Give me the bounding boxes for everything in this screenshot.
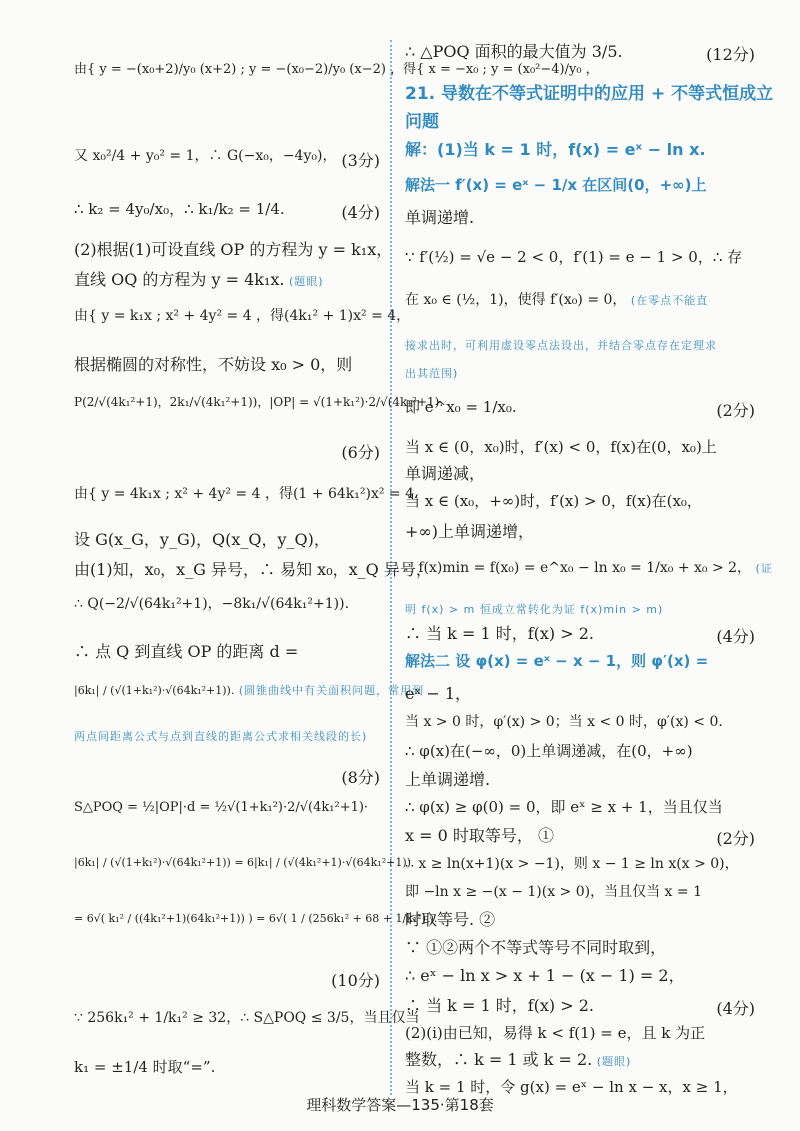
annotation-note: (圆锥曲线中有关面积问题，常用到 bbox=[234, 684, 425, 697]
left-line bbox=[74, 395, 443, 410]
right-line bbox=[405, 140, 706, 160]
score-mark: (3分) bbox=[341, 151, 380, 170]
right-line bbox=[405, 84, 773, 105]
line-text: ∴ △POQ 面积的最大值为 3/5. bbox=[405, 42, 623, 61]
left-line bbox=[74, 62, 599, 78]
right-line bbox=[405, 398, 517, 417]
line-text: ∵ ①②两个不等式等号不同时取到， bbox=[405, 938, 667, 957]
score-mark: (4分) bbox=[341, 203, 380, 222]
left-line bbox=[74, 148, 336, 166]
score-mark: (6分) bbox=[341, 443, 380, 462]
line-text: 由{ y = −(x₀+2)/y₀ (x+2) ; y = −(x₀−2)/y₀ (x−2) ，得{ x = −x₀ ; y = (x₀²−4)/y₀ ， bbox=[74, 62, 599, 77]
right-line bbox=[405, 684, 471, 704]
right-line bbox=[405, 292, 708, 310]
right-line bbox=[405, 966, 685, 986]
left-line bbox=[74, 800, 368, 816]
line-text: ∴ 当 k = 1 时，f(x) > 2. bbox=[405, 996, 594, 1015]
line-text: (2)(i)由已知，易得 k < f(1) = e，且 k 为正 bbox=[405, 1024, 706, 1042]
line-text: 单调递减， bbox=[405, 464, 486, 483]
left-line bbox=[74, 642, 298, 662]
right-line bbox=[405, 522, 534, 542]
line-text: 由{ y = 4k₁x ; x² + 4y² = 4 ，得(1 + 64k₁²)x² = 4. bbox=[74, 486, 419, 502]
left-line bbox=[74, 530, 330, 550]
line-text: 解法二 设 φ(x) = eˣ − x − 1，则 φ′(x) = bbox=[405, 652, 709, 670]
line-text: 当 x > 0 时，φ′(x) > 0；当 x < 0 时，φ′(x) < 0. bbox=[405, 714, 723, 730]
line-text: ∴ φ(x) ≥ φ(0) = 0，即 eˣ ≥ x + 1，当且仅当 bbox=[405, 798, 723, 816]
line-text: ∴ f(x)min = f(x₀) = e^x₀ − ln x₀ = 1/x₀ + x₀ > 2， bbox=[405, 560, 752, 576]
right-line bbox=[405, 624, 594, 644]
line-text: x = 0 时取等号， ① bbox=[405, 826, 554, 845]
right-line bbox=[405, 798, 723, 817]
right-line bbox=[405, 598, 663, 618]
score-mark: (2分) bbox=[716, 829, 755, 848]
right-line bbox=[405, 42, 623, 62]
right-line bbox=[405, 742, 693, 761]
left-line bbox=[74, 1058, 215, 1077]
left-line bbox=[74, 856, 411, 870]
line-text: 由{ y = k₁x ; x² + 4y² = 4 ，得(4k₁² + 1)x² = 4， bbox=[74, 308, 411, 324]
left-line bbox=[74, 200, 285, 219]
annotation-note: 两点间距离公式与点到直线的距离公式求相关线段的长) bbox=[74, 730, 368, 743]
right-line bbox=[405, 438, 717, 457]
line-text: ∴ 点 Q 到直线 OP 的距离 d = bbox=[74, 642, 299, 661]
left-line bbox=[74, 1010, 419, 1028]
page-footer: 理科数学答案—135·第18套 bbox=[306, 1096, 494, 1114]
left-line bbox=[74, 596, 349, 614]
left-line bbox=[74, 308, 410, 326]
line-text: 单调递增. bbox=[405, 208, 475, 227]
right-line bbox=[405, 248, 742, 267]
annotation-note: 接求出时，可利用虚设零点法设出，并结合零点存在定理求 bbox=[405, 339, 717, 352]
line-text: 根据椭圆的对称性，不妨设 x₀ > 0，则 bbox=[74, 355, 353, 374]
line-text: P(2/√(4k₁²+1)，2k₁/√(4k₁²+1))，|OP| = √(1+k₁²)·2/√(4k₁²+1). bbox=[74, 395, 444, 409]
annotation-note: 明 f(x) > m 恒成立常转化为证 f(x)min > m) bbox=[405, 603, 664, 616]
line-text: 解法一 f′(x) = eˣ − 1/x 在区间(0，+∞)上 bbox=[405, 176, 707, 194]
right-line bbox=[405, 938, 666, 958]
line-text: |6k₁| / (√(1+k₁²)·√(64k₁²+1)). bbox=[74, 684, 235, 697]
score-mark: (12分) bbox=[706, 45, 755, 64]
right-line bbox=[405, 112, 439, 133]
line-text: 即 −ln x ≥ −(x − 1)(x > 0)，当且仅当 x = 1 bbox=[405, 884, 702, 900]
right-line bbox=[405, 996, 594, 1016]
line-text: 当 x ∈ (0，x₀)时，f′(x) < 0，f(x)在(0，x₀)上 bbox=[405, 438, 717, 456]
right-line bbox=[405, 714, 723, 732]
score-mark: (10分) bbox=[331, 971, 380, 990]
line-text: 时取等号. ② bbox=[405, 910, 496, 929]
right-line bbox=[405, 464, 485, 484]
left-line bbox=[74, 355, 352, 375]
line-text: ∴ 当 k = 1 时，f(x) > 2. bbox=[405, 624, 594, 643]
line-text: 整数，∴ k = 1 或 k = 2. bbox=[405, 1050, 593, 1069]
line-text: 直线 OQ 的方程为 y = 4k₁x. bbox=[74, 270, 285, 289]
line-text: ∴ x ≥ ln(x+1)(x > −1)，则 x − 1 ≥ ln x(x > 0)， bbox=[405, 856, 739, 872]
right-line bbox=[405, 770, 490, 790]
annotation-note: (题眼) bbox=[592, 1055, 632, 1068]
line-text: 当 x ∈ (x₀，+∞)时，f′(x) > 0，f(x)在(x₀， bbox=[405, 492, 702, 510]
left-line bbox=[74, 730, 367, 744]
line-text: 由(1)知，x₀，x_G 异号，∴ 易知 x₀，x_Q 异号， bbox=[74, 560, 432, 579]
line-text: 在 x₀ ∈ (½，1)，使得 f′(x₀) = 0， bbox=[405, 292, 627, 308]
line-text: |6k₁| / (√(1+k₁²)·√(64k₁²+1)) = 6|k₁| / (√(4k₁²+1)·√(64k₁²+1)) bbox=[74, 856, 411, 869]
right-line bbox=[405, 652, 708, 671]
left-line bbox=[74, 240, 392, 260]
line-text: ∴ Q(−2/√(64k₁²+1)，−8k₁/√(64k₁²+1)). bbox=[74, 596, 350, 612]
line-text: ∴ k₂ = 4y₀/x₀，∴ k₁/k₂ = 1/4. bbox=[74, 200, 285, 218]
right-line bbox=[405, 334, 717, 354]
left-line bbox=[74, 486, 418, 504]
line-text: 21. 导数在不等式证明中的应用 + 不等式恒成立 bbox=[405, 84, 774, 104]
right-line bbox=[405, 910, 495, 930]
left-line bbox=[74, 270, 324, 290]
annotation-note: 出其范围) bbox=[405, 367, 459, 380]
line-text: ∴ φ(x)在(−∞，0)上单调递减，在(0，+∞) bbox=[405, 742, 693, 760]
line-text: 解：(1)当 k = 1 时，f(x) = eˣ − ln x. bbox=[405, 140, 706, 159]
line-text: 问题 bbox=[405, 112, 439, 132]
left-line bbox=[74, 912, 437, 926]
right-line bbox=[405, 176, 707, 195]
score-mark: (2分) bbox=[716, 401, 755, 420]
line-text: (2)根据(1)可设直线 OP 的方程为 y = k₁x， bbox=[74, 240, 393, 259]
right-line bbox=[405, 208, 474, 228]
right-line bbox=[405, 826, 554, 846]
line-text: 当 k = 1 时，令 g(x) = eˣ − ln x − x，x ≥ 1， bbox=[405, 1078, 738, 1096]
right-line bbox=[405, 492, 702, 511]
line-text: +∞)上单调递增， bbox=[405, 522, 534, 541]
line-text: 上单调递增. bbox=[405, 770, 491, 789]
right-line bbox=[405, 1024, 705, 1043]
right-line bbox=[405, 1050, 631, 1070]
left-line bbox=[74, 684, 424, 698]
line-text: 即 e^x₀ = 1/x₀. bbox=[405, 398, 517, 416]
line-text: S△POQ = ½|OP|·d = ½√(1+k₁²)·2/√(4k₁²+1)· bbox=[74, 800, 369, 815]
score-mark: (4分) bbox=[716, 999, 755, 1018]
right-line bbox=[405, 856, 739, 874]
line-text: ∵ f′(½) = √e − 2 < 0，f′(1) = e − 1 > 0，∴ 存 bbox=[405, 248, 743, 266]
line-text: 又 x₀²/4 + y₀² = 1，∴ G(−x₀，−4y₀)， bbox=[74, 148, 337, 164]
line-text: ∵ 256k₁² + 1/k₁² ≥ 32，∴ S△POQ ≤ 3/5，当且仅当 bbox=[74, 1010, 420, 1026]
line-text: ∴ eˣ − ln x > x + 1 − (x − 1) = 2， bbox=[405, 966, 685, 985]
score-mark: (8分) bbox=[341, 768, 380, 787]
annotation-note: (在零点不能直 bbox=[626, 294, 709, 307]
left-line bbox=[74, 560, 432, 580]
score-mark: (4分) bbox=[716, 627, 755, 646]
right-line bbox=[405, 884, 702, 902]
line-text: eˣ − 1， bbox=[405, 684, 472, 703]
right-line bbox=[405, 560, 773, 578]
annotation-note: (题眼) bbox=[284, 275, 324, 288]
line-text: 设 G(x_G，y_G)，Q(x_Q，y_Q)， bbox=[74, 530, 330, 549]
right-line bbox=[405, 362, 458, 382]
annotation-note: (证 bbox=[751, 562, 773, 575]
line-text: = 6√( k₁² / ((4k₁²+1)(64k₁²+1)) ) = 6√( 1 / (256k₁² + 68 + 1/k₁²) ). bbox=[74, 912, 438, 925]
line-text: k₁ = ±1/4 时取“=”. bbox=[74, 1058, 216, 1076]
